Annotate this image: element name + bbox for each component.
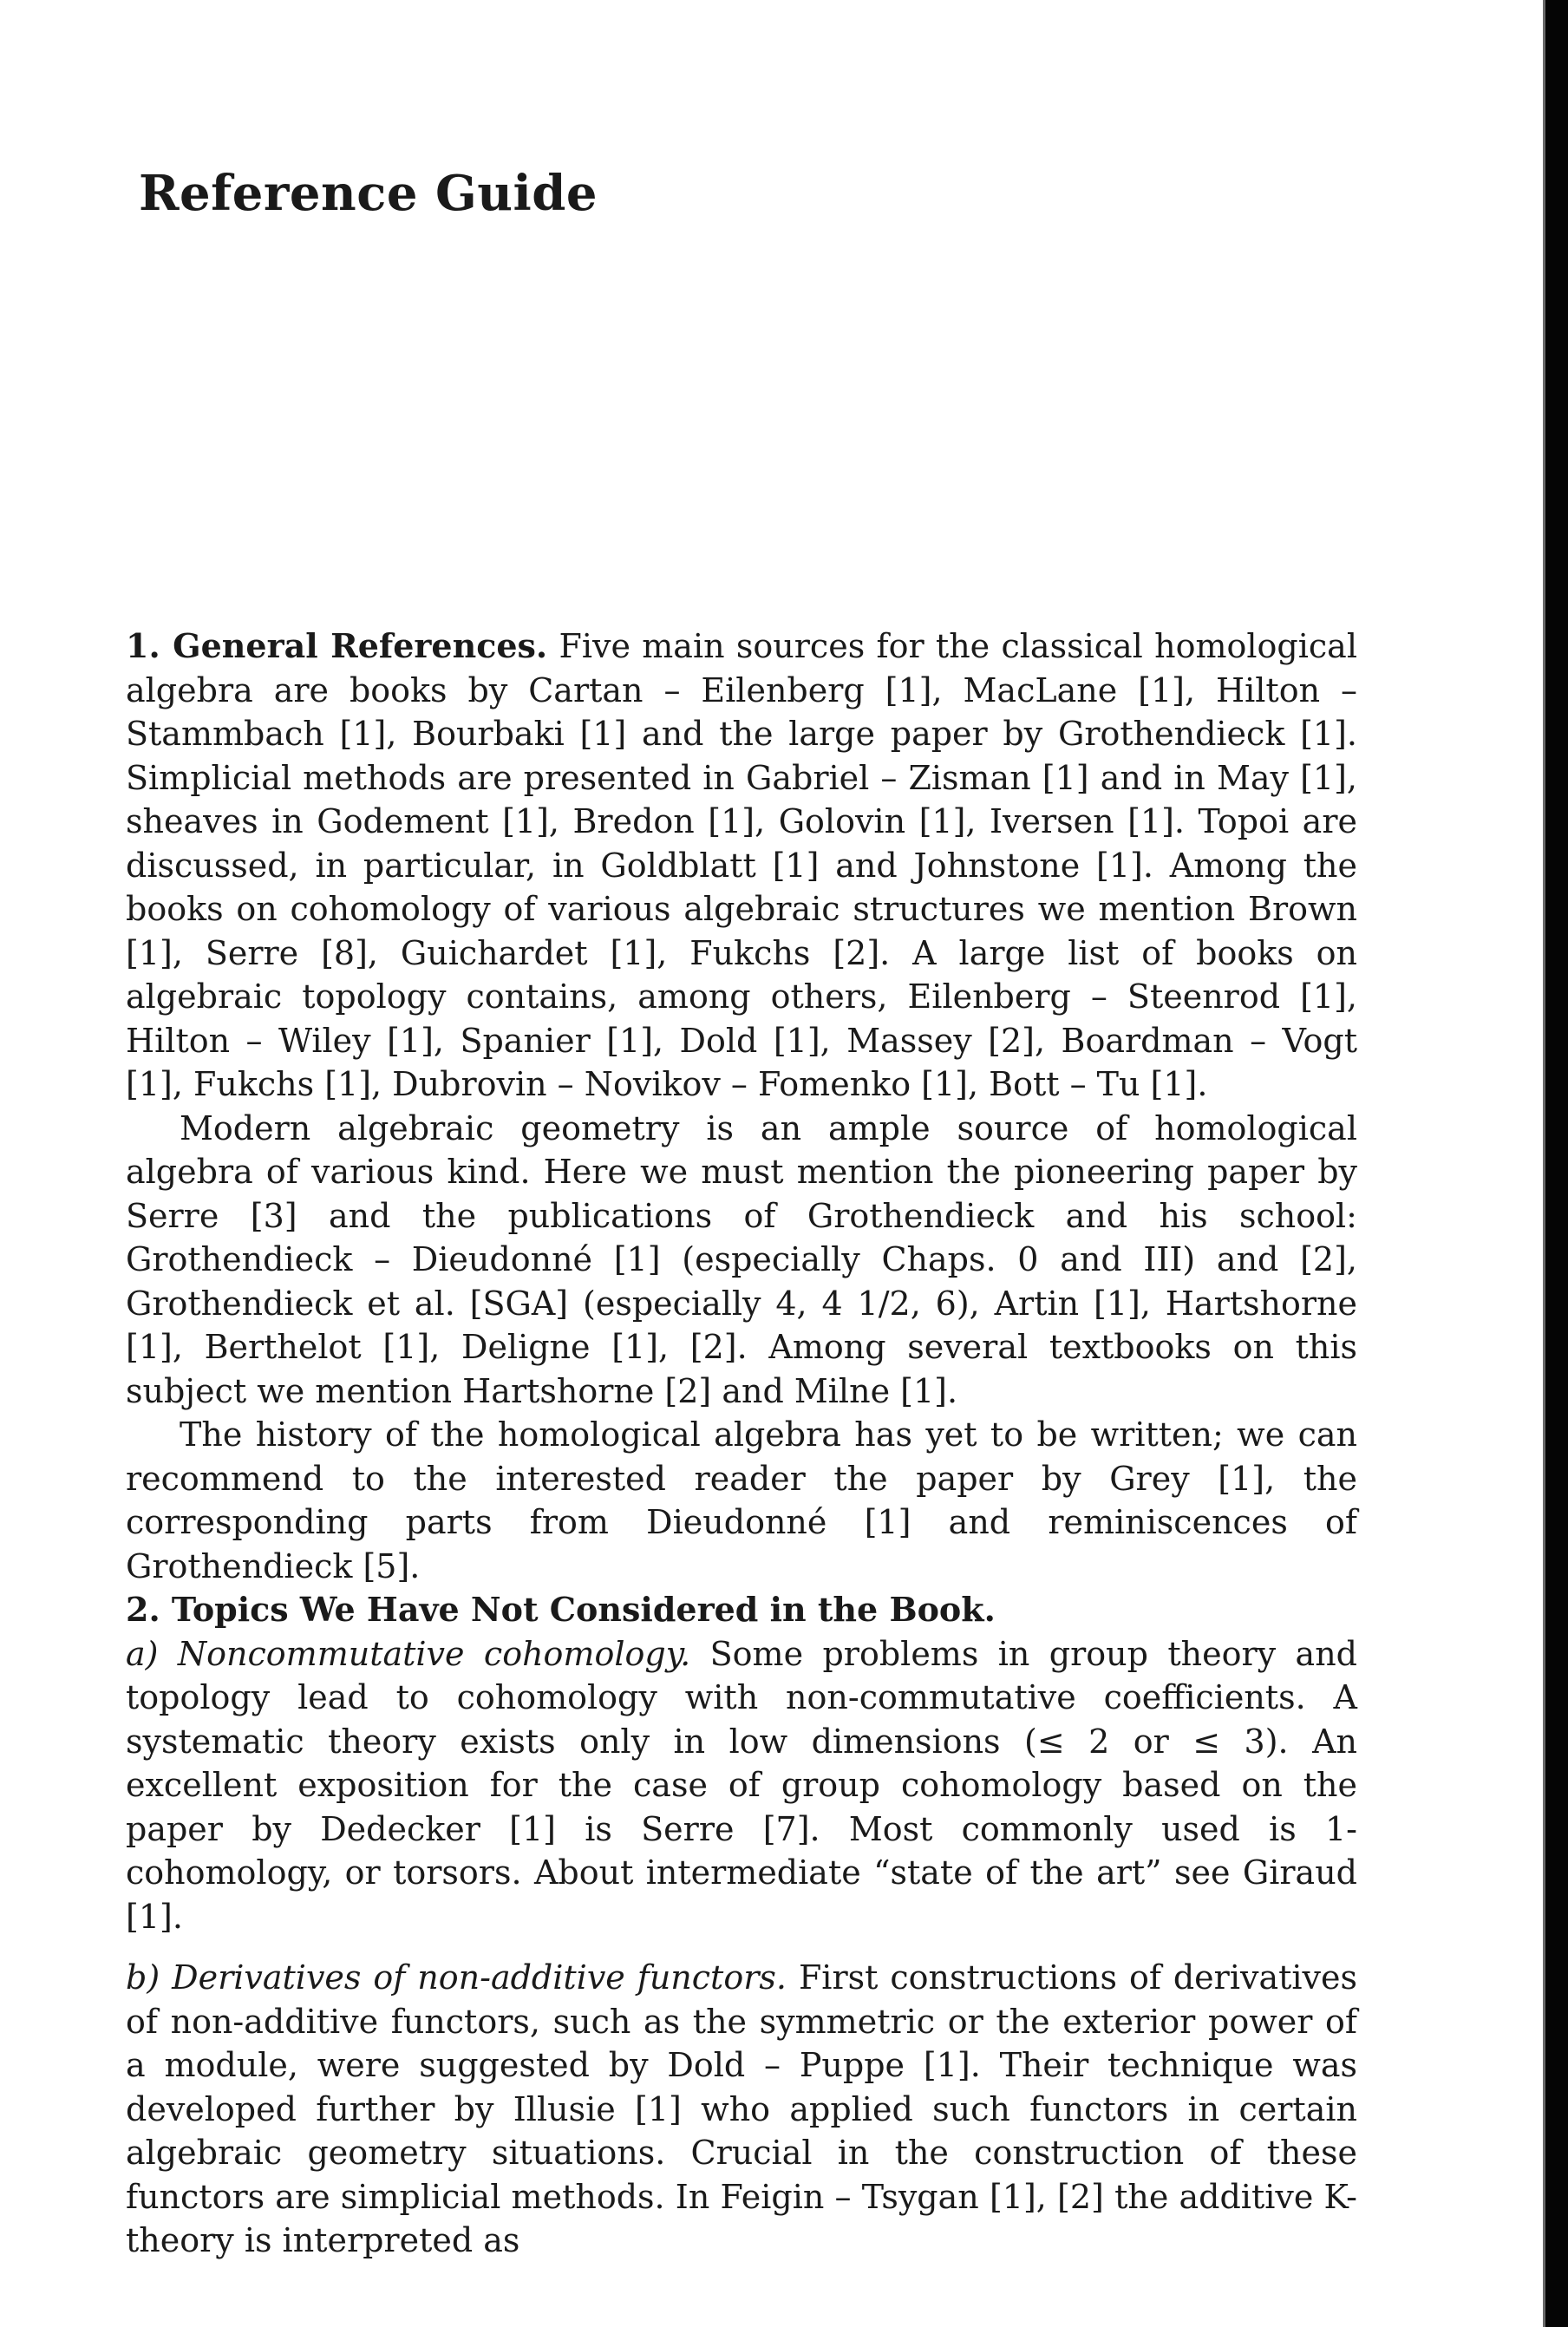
- page-title: Reference Guide: [139, 165, 598, 222]
- subsection-a: [126, 1632, 1357, 1939]
- section1-heading: 1. General References.: [126, 626, 548, 665]
- page-edge-bar: [1545, 0, 1568, 2327]
- subsection-b-head: b) Derivatives of non-additive functors.: [126, 1958, 787, 1997]
- section1-para3: The history of the homological algebra has yet to be written; we can recommend to the interested reader the paper by Grey [1], the corresponding parts from Dieudonné [1] and reminiscences of Grothendieck [5].: [126, 1415, 1357, 1585]
- subsection-a-text: Some problems in group theory and topology lead to cohomology with non-commutative coefficients. A systematic theory exists only in low dimensions (≤ 2 or ≤ 3). An excellent exposition for the case of group cohomology based on the paper by Dedecker [1] is Serre [7]. Most commonly used is 1-cohomology, or torsors. About intermediate “state of the art” see Giraud [1].: [126, 1634, 1357, 1936]
- section1-para1: [126, 624, 1357, 1107]
- subsection-a-head: a) Noncommutative cohomology.: [126, 1634, 691, 1673]
- subsection-b-text: First constructions of derivatives of non-additive functors, such as the symmetric or the exterior power of a module, were suggested by Dold – Puppe [1]. Their technique was developed further by Illusie [1] who applied such functors in certain algebraic geometry situations. Crucial in the construction of these functors are simplicial methods. In Feigin – Tsygan [1], [2] the additive K-theory is interpreted as: [126, 1958, 1357, 2259]
- section1-para1-text: Five main sources for the classical homological algebra are books by Cartan – Eilenberg [1], MacLane [1], Hilton – Stammbach [1], Bourbaki [1] and the large paper by Grothendieck [1]. Simplicial methods are presented in Gabriel – Zisman [1] and in May [1], sheaves in Godement [1], Bredon [1], Golovin [1], Iversen [1]. Topoi are discussed, in particular, in Goldblatt [1] and Johnstone [1]. Among the books on cohomology of various algebraic structures we mention Brown [1], Serre [8], Guichardet [1], Fukchs [2]. A large list of books on algebraic topology contains, among others, Eilenberg – Steenrod [1], Hilton – Wiley [1], Spanier [1], Dold [1], Massey [2], Boardman – Vogt [1], Fukchs [1], Dubrovin – Novikov – Fomenko [1], Bott – Tu [1].: [126, 627, 1357, 1103]
- section1-para2: Modern algebraic geometry is an ample source of homological algebra of various kind. Here we must mention the pioneering paper by Serre [3] and the publications of Grothendieck and his school: Grothendieck – Dieudonné [1] (especially Chaps. 0 and III) and [2], Grothendieck et al. [SGA] (especially 4, 4 1/2, 6), Artin [1], Hartshorne [1], Berthelot [1], Deligne [1], [2]. Among several textbooks on this subject we mention Hartshorne [2] and Milne [1].: [126, 1108, 1357, 1410]
- page-body: [126, 624, 1357, 2263]
- section2-heading: 2. Topics We Have Not Considered in the Book.: [126, 1590, 996, 1629]
- subsection-b: [126, 1956, 1357, 2263]
